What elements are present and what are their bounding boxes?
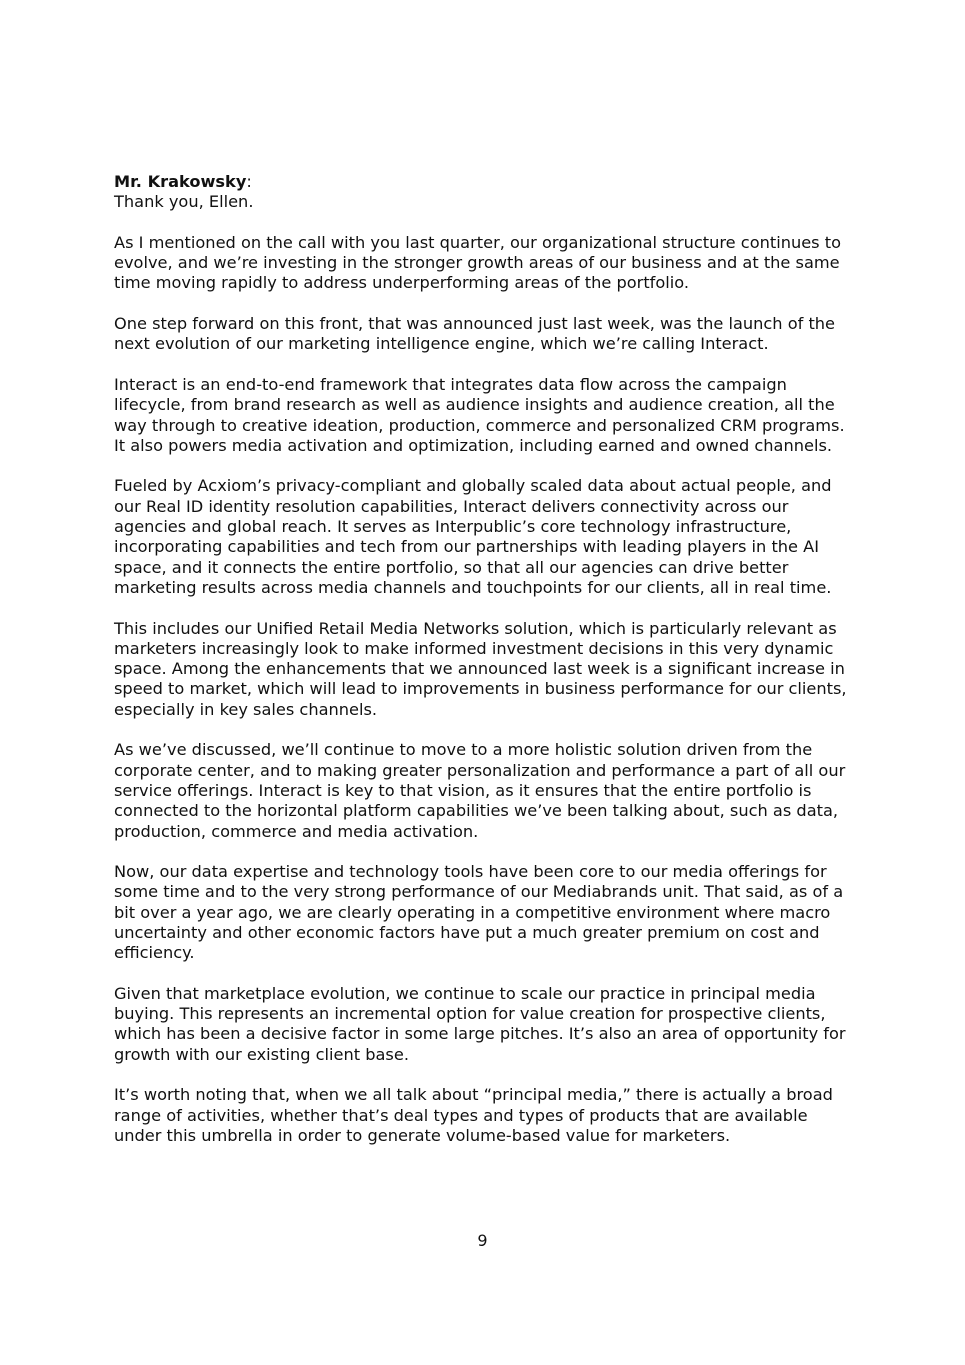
paragraph-9: Given that marketplace evolution, we continue to scale our practice in principal media buying. This represents an incremental option for value creation for prospective clients, which has been a decisive factor in some large pitches. It’s also an area of opportunity for growth with our existing client base. (114, 983, 846, 1064)
paragraph-10: It’s worth noting that, when we all talk about “principal media,” there is actually a broad range of activities, whether that’s deal types and types of products that are available under this umbrella in order to generate volume-based value for marketers. (114, 1085, 833, 1145)
paragraph-8: Now, our data expertise and technology tools have been core to our media offerings for some time and to the very strong performance of our Mediabrands unit. That said, as of a bit over a year ago, we are clearly operating in a competitive environment where macro uncertainty and other economic factors have put a much greater premium on cost and efficiency. (114, 862, 844, 963)
paragraph-4: Interact is an end-to-end framework that integrates data flow across the campaign lifecycle, from brand research as well as audience insights and audience creation, all the way through to creative ideation, production, commerce and personalized CRM programs. It also powers media activation and optimization, including earned and owned channels. (114, 374, 845, 455)
paragraph-1: Thank you, Ellen. (114, 192, 254, 212)
paragraph-2: As I mentioned on the call with you last quarter, our organizational structure continues to evolve, and we’re investing in the stronger growth areas of our business and at the same time moving rapidly to address underperforming areas of the portfolio. (114, 232, 842, 293)
speaker-name: Mr. Krakowsky (114, 172, 247, 191)
paragraph-7: As we’ve discussed, we’ll continue to move to a more holistic solution driven from the corporate center, and to making greater personalization and performance a part of all our service offerings. Interact is key to that vision, as it ensures that the entire portfolio is connected to the horizontal platform capabilities we’ve been talking about, such as data, production, commerce and media activation. (114, 740, 846, 841)
paragraph-6: This includes our Unified Retail Media Networks solution, which is particularly relevant as marketers increasingly look to make informed investment decisions in this very dynamic space. Among the enhancements that we announced last week is a significant increase in speed to market, which will lead to improvements in business performance for our clients, especially in key sales channels. (114, 618, 847, 719)
paragraph-3: One step forward on this front, that was announced just last week, was the launch of the next evolution of our marketing intelligence engine, which we’re calling Interact. (114, 314, 836, 354)
page-number: 9 (477, 1231, 488, 1250)
transcript-page (114, 172, 859, 1167)
paragraph-5: Fueled by Acxiom’s privacy-compliant and globally scaled data about actual people, and our Real ID identity resolution capabilities, Interact delivers connectivity across our agencies and global reach. It serves as Interpublic’s core technology infrastructure, incorporating capabilities and tech from our partnerships with leading players in the AI space, and it connects the entire portfolio, so that all our agencies can drive better marketing results across media channels and touchpoints for our clients, all in real time. (114, 476, 832, 597)
speaker-line (114, 172, 859, 192)
speaker-colon: : (246, 172, 252, 191)
